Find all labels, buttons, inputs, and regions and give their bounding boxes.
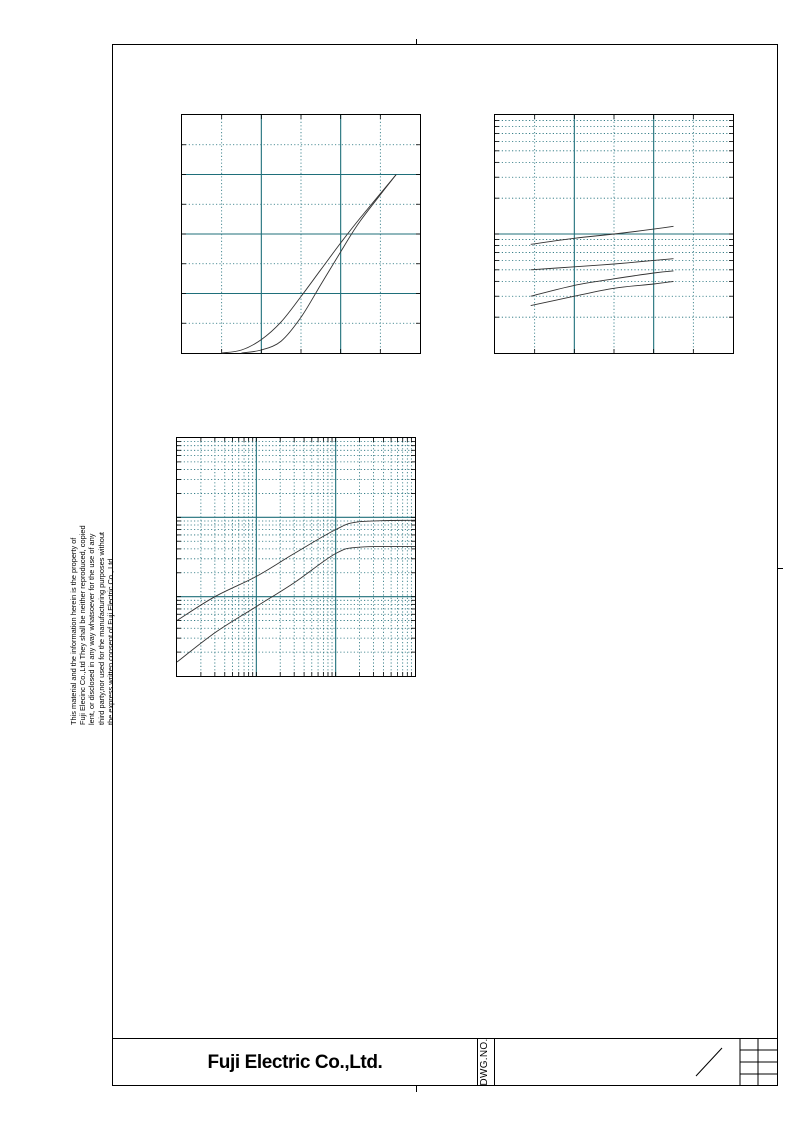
chart-3-plot [177, 438, 415, 676]
revision-slash [694, 1046, 724, 1078]
company-name: Fuji Electric Co.,Ltd. [207, 1052, 383, 1073]
top-center-mark [416, 39, 417, 45]
chart-2 [494, 114, 734, 354]
revision-box [736, 1038, 780, 1086]
series-line-curve-2 [531, 259, 674, 270]
right-center-mark [777, 568, 783, 569]
series-line-curve-1 [531, 226, 674, 244]
chart-1-plot [182, 115, 420, 353]
series-line-curve-3 [531, 271, 674, 296]
disclaimer-line: the express written consent of Fuji Electric Co., Ltd. [105, 556, 115, 725]
chart-1 [181, 114, 421, 354]
dwg-no-label: DWG.NO. [479, 1038, 490, 1086]
disclaimer-line: This material and the information herein is the property of [69, 537, 79, 725]
dwg-separator-left [477, 1038, 478, 1086]
bottom-center-mark [416, 1086, 417, 1092]
disclaimer-line: third party,nor used for the manufacturing purposes without [96, 532, 106, 725]
disclaimer-line: lent, or disclosed in any way whatsoever for the use of any [87, 533, 97, 725]
chart-2-plot [495, 115, 733, 353]
disclaimer-line: Fuji Elecinc Co.,Ltd They shall be neither reproduced, copied [78, 525, 88, 725]
chart-3 [176, 437, 416, 677]
series-line-curve-4 [531, 281, 674, 305]
disclaimer-text [69, 425, 115, 725]
dwg-separator-right [494, 1038, 495, 1086]
